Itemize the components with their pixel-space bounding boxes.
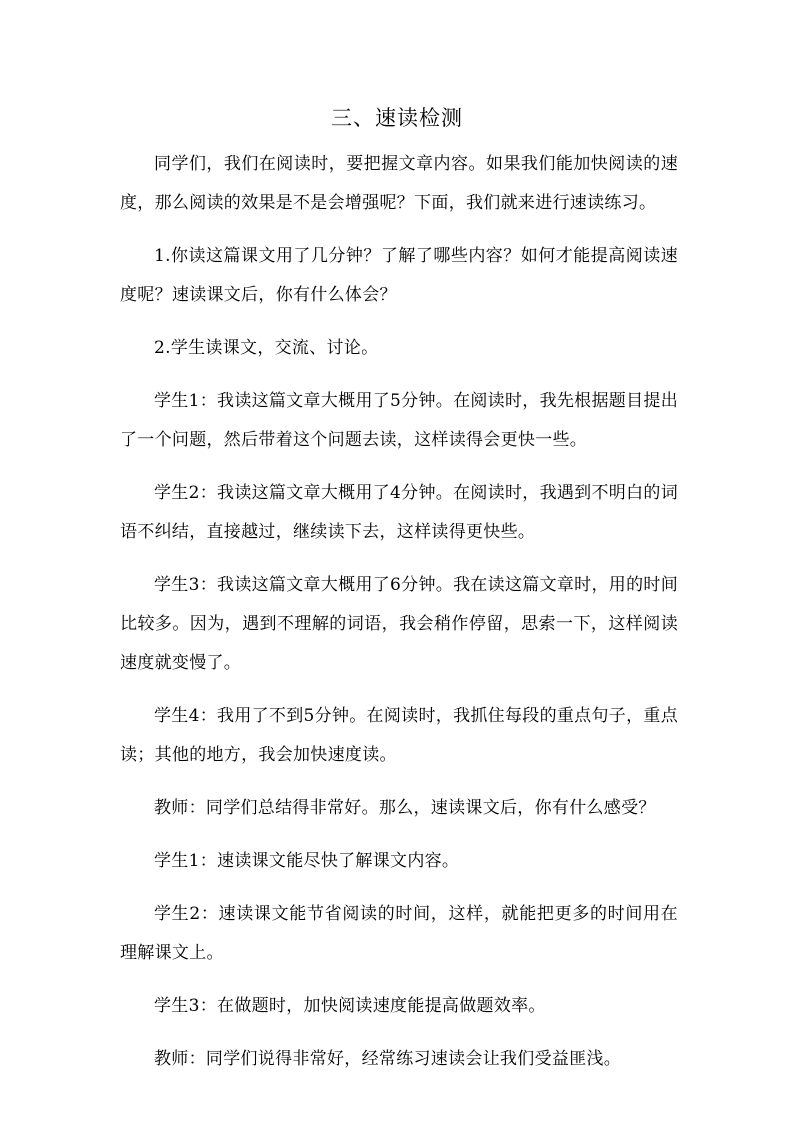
paragraph-feeling-student-3: 学生3：在做题时，加快阅读速度能提高做题效率。: [154, 996, 546, 1016]
paragraph-feeling-student-1: 学生1：速读课文能尽快了解课文内容。: [154, 851, 460, 871]
paragraph-intro: 同学们，我们在阅读时，要把握文章内容。如果我们能加快阅读的速度，那么阅读的效果是不是会增强呢？下面，我们就来进行速读练习。: [120, 154, 678, 213]
paragraph-question-1: 1.你读这篇课文用了几分钟？了解了哪些内容？如何才能提高阅读速度呢？速读课文后，你有什么体会？: [120, 246, 678, 305]
paragraph-feeling-student-2: 学生2：速读课文能节省阅读的时间，这样，就能把更多的时间用在理解课文上。: [120, 904, 678, 963]
paragraph-student-1: 学生1：我读这篇文章大概用了5分钟。在阅读时，我先根据题目提出了一个问题，然后带着这个问题去读，这样读得会更快一些。: [120, 391, 678, 450]
paragraph-teacher-question: 教师：同学们总结得非常好。那么，速读课文后，你有什么感受？: [154, 798, 656, 818]
paragraph-student-3: 学生3：我读这篇文章大概用了6分钟。我在读这篇文章时，用的时间比较多。因为，遇到不理解的词语，我会稍作停留，思索一下，这样阅读速度就变慢了。: [120, 575, 678, 673]
paragraph-student-4: 学生4：我用了不到5分钟。在阅读时，我抓住每段的重点句子，重点读；其他的地方，我会加快速度读。: [120, 706, 678, 765]
paragraph-activity-2: 2.学生读课文，交流、讨论。: [154, 338, 379, 358]
paragraph-teacher-summary: 教师：同学们说得非常好，经常练习速读会让我们受益匪浅。: [154, 1049, 622, 1069]
document-body: [120, 145, 678, 1079]
section-title: 三、速读检测: [331, 106, 463, 130]
paragraph-student-2: 学生2：我读这篇文章大概用了4分钟。在阅读时，我遇到不明白的词语不纠结，直接越过，继续读下去，这样读得更快些。: [120, 483, 678, 542]
